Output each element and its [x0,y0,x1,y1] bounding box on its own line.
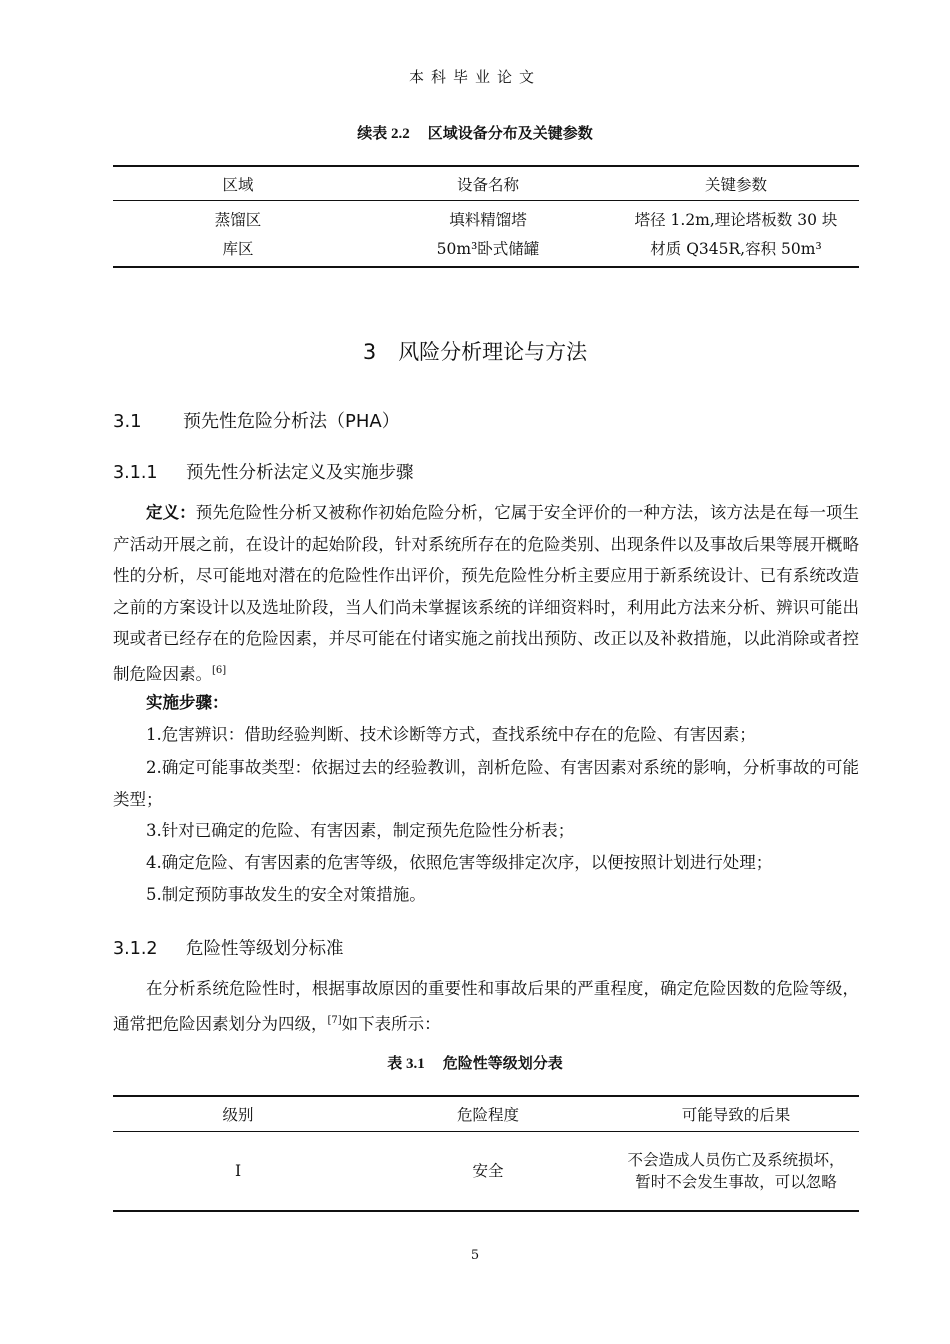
column-header: 设备名称 [456,175,519,194]
table-header-row [113,166,859,201]
column-header: 级别 [222,1106,254,1124]
table-cell: 填料精馏塔 [449,211,527,229]
subsection-heading [113,935,344,960]
classification-paragraph [113,973,859,1040]
subsection-number: 3.1.2 [113,939,158,959]
table-row [113,1132,859,1212]
section-title: 预先性危险分析法（PHA） [183,411,400,432]
chapter-heading [0,336,950,366]
subsection-title: 预先性分析法定义及实施步骤 [186,463,414,483]
table-cell: 50m³卧式储罐 [436,240,540,258]
citation: [6] [212,664,227,676]
step-item: 4.确定危险、有害因素的危害等级，依照危害等级排定次序，以便按照计划进行处理； [146,853,773,872]
hazard-level-table [113,1095,859,1212]
citation: [7] [327,1014,342,1026]
table-row [113,201,859,234]
step-item: 1.危害辨识：借助经验判断、技术诊断等方式，查找系统中存在的危险、有害因素； [146,725,756,744]
subsection-heading [113,459,414,484]
steps-label-line [113,687,859,719]
column-header: 区域 [222,175,254,194]
table-row [113,233,859,267]
definition-label: 定义： [146,503,196,522]
table-cell: 材质 Q345R,容积 50m³ [650,240,822,258]
column-header: 危险程度 [456,1106,519,1124]
table-header-row [113,1096,859,1132]
table-cell: 库区 [222,240,254,258]
definition-paragraph [113,497,859,690]
subsection-number: 3.1.1 [113,463,158,483]
column-header: 可能导致的后果 [681,1106,791,1124]
equipment-table [113,165,859,268]
subsection-title: 危险性等级划分标准 [186,939,344,959]
chapter-number: 3 [362,340,377,364]
page-number: 5 [470,1248,480,1263]
table1-caption [0,122,950,143]
paragraph-text: 在分析系统危险性时，根据事故原因的重要性和事故后果的严重程度，确定危险因数的危险等级，通常把危险因素划分为四级， [113,979,859,1033]
paragraph-text: 如下表所示： [341,1014,441,1033]
table-cell: 不会造成人员伤亡及系统损坏，暂时不会发生事故，可以忽略 [627,1151,845,1191]
table-cell: 蒸馏区 [214,211,262,229]
table-cell: 安全 [472,1162,504,1180]
chapter-title: 风险分析理论与方法 [398,340,588,364]
table1-caption-number: 续表 2.2 [357,126,410,142]
column-header: 关键参数 [704,175,767,194]
step-item: 5.制定预防事故发生的安全对策措施。 [146,885,426,904]
table-cell: Ⅰ [234,1162,242,1180]
table2-caption-number: 表 3.1 [387,1056,425,1072]
table2-caption-title: 危险性等级划分表 [442,1054,563,1072]
section-heading [113,407,400,433]
table2-caption [0,1052,950,1073]
steps-label: 实施步骤： [146,693,229,712]
table1-caption-title: 区域设备分布及关键参数 [427,124,593,142]
step-item: 2.确定可能事故类型：依据过去的经验教训，剖析危险、有害因素对系统的影响，分析事故的可能类型； [113,758,859,809]
running-header: 本科毕业论文 [408,68,541,86]
table-cell: 塔径 1.2m,理论塔板数 30 块 [634,211,838,229]
section-number: 3.1 [113,411,142,432]
step-item: 3.针对已确定的危险、有害因素，制定预先危险性分析表； [146,821,575,840]
definition-text: 预先危险性分析又被称作初始危险分析，它属于安全评价的一种方法，该方法是在每一项生产活动开展之前，在设计的起始阶段，针对系统所存在的危险类别、出现条件以及事故后果等展开概略性的分析，尽可能地对潜在的危险性作出评价，预先危险性分析主要应用于新系统设计、已有系统改造之前的方案设计以及选址阶段，当人们尚未掌握该系统的详细资料时，利用此方法来分析、辨识可能出现或者已经存在的危险因素，并尽可能在付诸实施之前找出预防、改正以及补救措施，以此消除或者控制危险因素。 [113,503,859,683]
